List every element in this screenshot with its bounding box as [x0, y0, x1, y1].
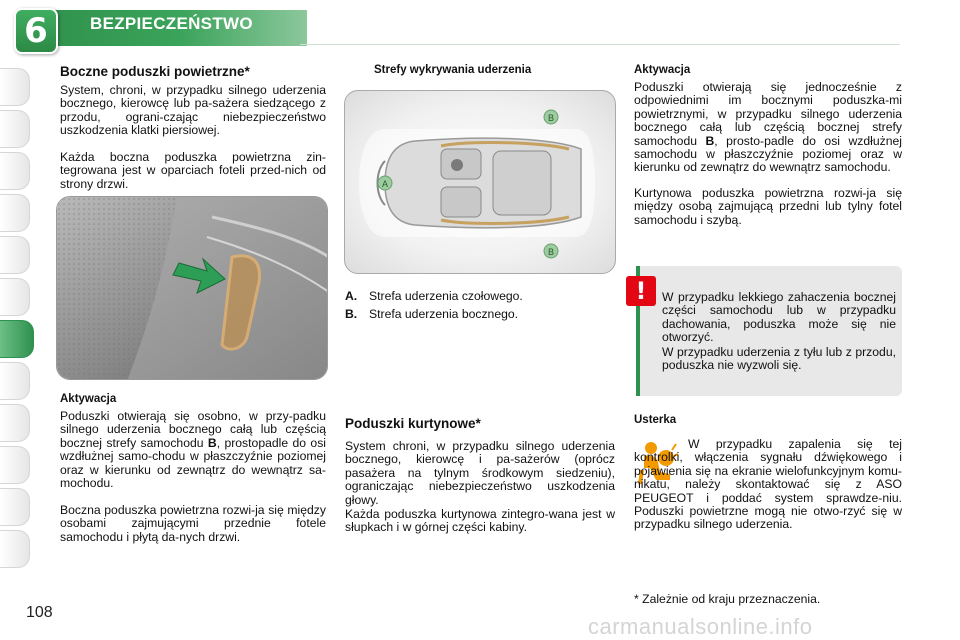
chapter-tab-11[interactable] — [0, 488, 30, 526]
zone-b-marker-bottom-label: B — [547, 247, 555, 257]
chapter-tab-3[interactable] — [0, 152, 30, 190]
curtain-activation-para1: Poduszki otwierają się jednocześnie z odpowiednimi im bocznymi poduszka-mi powietrznymi, w przypadku silnego uderzenia bocznego całą lub częścią bocznej strefy samochodu B, prosto-padle do osi wzdłużnej samochodu w płaszczyźnie poziomej oraz w kierunku od zewnątrz do wewnątrz samochodu. — [634, 80, 902, 175]
seat-airbag-illustration — [57, 197, 328, 380]
side-airbags-para1: System, chroni, w przypadku silnego uderzenia bocznego, kierowcę lub pa-sażera siedzącego z przodu, ograni-czając niebezpieczeństwo uszkodzenia klatki piersiowej. — [60, 83, 326, 138]
chapter-tab-4[interactable] — [0, 194, 30, 232]
chapter-tab-1[interactable] — [0, 68, 30, 106]
impact-zones-diagram — [344, 90, 616, 274]
legend-item-b: B. Strefa uderzenia bocznego. — [345, 307, 519, 321]
warning-para2: W przypadku uderzenia z tyłu lub z przodu, poduszka nie wyzwoli się. — [662, 345, 896, 373]
chapter-tab-12[interactable] — [0, 530, 30, 568]
watermark: carmanualsonline.info — [588, 614, 813, 639]
chapter-tab-5[interactable] — [0, 236, 30, 274]
legend-item-a: A. Strefa uderzenia czołowego. — [345, 289, 523, 303]
zone-a-marker-label: A — [381, 179, 389, 189]
zone-b-marker-top-label: B — [547, 113, 555, 123]
chapter-tab-2[interactable] — [0, 110, 30, 148]
side-airbags-activation-para2: Boczna poduszka powietrzna rozwi-ja się między osobami zajmującymi przednie fotele samochodu i płytą da-nych drzwi. — [60, 503, 326, 544]
warning-para1: W przypadku lekkiego zahaczenia bocznej części samochodu lub w przypadku dachowania, poduszka może się nie otworzyć. — [662, 290, 896, 345]
side-airbags-activation-title: Aktywacja — [60, 393, 117, 405]
impact-zones-title: Strefy wykrywania uderzenia — [374, 64, 532, 76]
header-divider — [300, 44, 900, 45]
chapter-tab-7-active[interactable] — [0, 320, 34, 358]
side-airbags-para2: Każda boczna poduszka powietrzna zin-tegrowana jest w oparciach foteli przed-nich od strony drzwi. — [60, 150, 326, 191]
chapter-tab-6[interactable] — [0, 278, 30, 316]
chapter-tab-9[interactable] — [0, 404, 30, 442]
chapter-tab-8[interactable] — [0, 362, 30, 400]
curtain-airbags-para1: System chroni, w przypadku silnego uderzenia bocznego, kierowcę i pa-sażerów (oprócz pasażera na tylnym środkowym siedzeniu), ograniczając niebezpieczeństwo uszkodzenia głowy. — [345, 439, 615, 507]
footnote: * Zależnie od kraju przeznaczenia. — [634, 592, 821, 606]
impact-zones-legend — [345, 287, 523, 323]
curtain-activation-para2: Kurtynowa poduszka powietrzna rozwi-ja się między osobą zajmującą przedni lub tylny fotel samochodu i szybą. — [634, 186, 902, 227]
chapter-tab-10[interactable] — [0, 446, 30, 484]
chapter-title: BEZPIECZEŃSTWO — [90, 14, 253, 33]
fault-title: Usterka — [634, 414, 677, 426]
chapter-number-badge: 6 — [14, 8, 58, 54]
side-airbags-title: Boczne poduszki powietrzne* — [60, 64, 250, 79]
curtain-airbags-para2: Każda poduszka kurtynowa zintegro-wana jest w słupkach i w górnej części kabiny. — [345, 507, 615, 535]
curtain-activation-title: Aktywacja — [634, 64, 691, 76]
page-number: 108 — [26, 604, 53, 621]
seat-airbag-photo — [56, 196, 328, 380]
chapter-tab-strip — [0, 68, 36, 572]
car-top-view-illustration — [345, 91, 616, 274]
fault-para: W przypadku zapalenia się tej kontrolki, włączenia sygnału dźwiękowego i pojawienia się na ekranie wielofunkcyjnym komu-nikatu, należy skontaktować się z ASO PEUGEOT i poddać system sprawdze-niu. Poduszki powietrzne mogą nie otwo-rzyć się w przypadku silnego uderzenia. — [634, 437, 902, 532]
warning-exclamation-icon: ! — [626, 276, 656, 306]
curtain-airbags-title: Poduszki kurtynowe* — [345, 416, 481, 431]
side-airbags-activation-para1: Poduszki otwierają się osobno, w przy-padku silnego uderzenia bocznego całą lub częścią bocznej strefy samochodu B, prostopadle do osi wzdłużnej samo-chodu w płaszczyźnie poziomej oraz w kierunku od zewnątrz do wewnątrz sa-mochodu. — [60, 409, 326, 491]
